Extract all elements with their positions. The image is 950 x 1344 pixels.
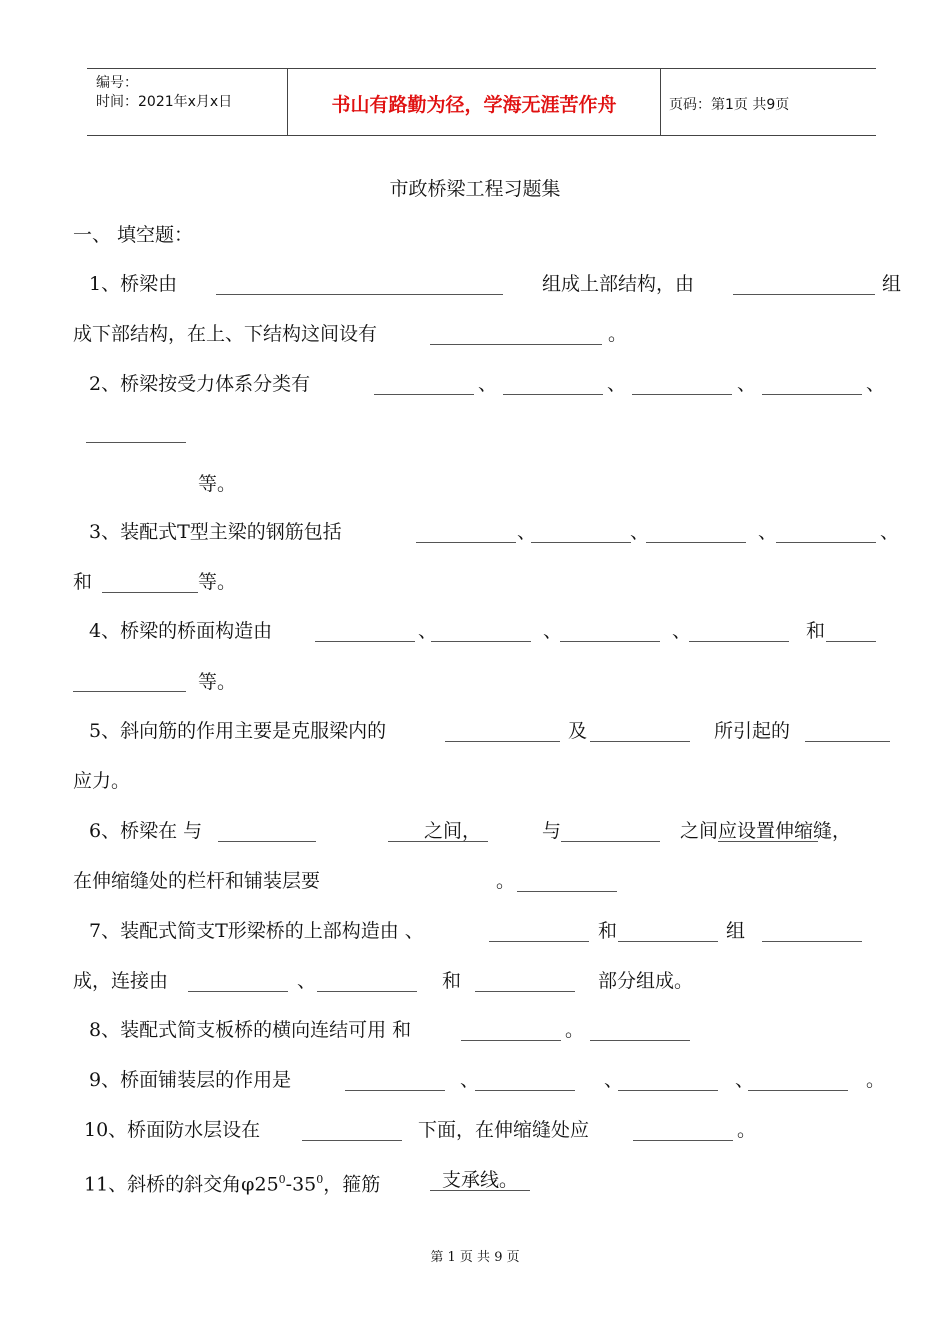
q1-text-c: 组 [882,273,902,295]
q4-sep-3: 、 [672,620,692,642]
q11-text-a: 11、斜桥的斜交角φ25 [84,1173,279,1196]
q7-text-d: 成，连接由 [73,970,169,992]
q7-text-f: 和 [442,970,462,992]
q10-text-c: 。 [737,1119,757,1141]
q3-text-a: 3、装配式T型主梁的钢筋包括 [89,521,342,543]
q11-text-c: ，箍筋 [323,1173,381,1196]
q7-text-g: 部分组成。 [598,970,694,992]
q6-text-d: 之间应设置伸缩缝， [680,820,852,842]
q3-blank-1 [416,542,516,543]
q7-text-a: 7、装配式简支T形梁桥的上部构造由 、 [89,920,424,942]
q9-sep-1: 、 [460,1069,480,1091]
q3-blank-4 [776,542,876,543]
q5-text-a: 5、斜向筋的作用主要是克服梁内的 [89,720,387,742]
q3-text-end: 等。 [198,571,237,593]
q11-text [84,1169,380,1195]
document-title: 市政桥梁工程习题集 [389,178,561,200]
q3-sep-2: 、 [630,521,650,543]
q10-blank-1 [302,1140,402,1141]
q4-blank-1 [315,641,415,642]
q4-blank-2 [431,641,531,642]
q2-sep-1: 、 [478,373,498,395]
q5-blank-2 [590,741,690,742]
q4-text-and: 和 [806,620,826,642]
q4-text-a: 4、桥梁的桥面构造由 [89,620,273,642]
q6-text-c: 与 [542,820,562,842]
q2-sep-2: 、 [607,373,627,395]
q11-degree-2: 0 [316,1173,324,1186]
q2-text-end: 等。 [198,473,237,495]
q9-text-a: 9、桥面铺装层的作用是 [89,1069,292,1091]
q2-blank-5 [86,442,186,443]
q1-blank-1 [216,294,503,295]
q6-text-f: 。 [496,870,516,892]
q7-blank-2 [618,941,718,942]
header-top-rule [87,68,876,69]
header-divider-right [660,69,661,135]
q6-blank-3 [561,841,660,842]
q10-text-a: 10、桥面防水层设在 [84,1119,261,1141]
q1-text-e: 。 [608,323,628,345]
q1-blank-3 [430,344,602,345]
q9-blank-1 [345,1090,445,1091]
page-label: 页码：第1页 共9页 [669,97,790,113]
q2-text-a: 2、桥梁按受力体系分类有 [89,373,311,395]
q5-text-d: 应力。 [73,770,131,792]
header-bottom-rule [87,135,876,136]
q7-blank-5 [317,991,417,992]
q11-text-d: 支承线。 [442,1169,519,1191]
q7-blank-1 [489,941,589,942]
q3-blank-2 [531,542,631,543]
q6-text-e: 在伸缩缝处的栏杆和铺装层要 [73,870,321,892]
q7-blank-3 [762,941,862,942]
q2-blank-1 [374,394,474,395]
q8-text-b: 。 [565,1019,585,1041]
q4-text-end: 等。 [198,671,237,693]
q4-blank-5 [826,641,876,642]
q3-blank-5 [102,592,198,593]
q8-blank-2 [590,1040,690,1041]
q3-blank-3 [646,542,746,543]
q4-blank-6 [73,691,186,692]
q4-sep-1: 、 [418,620,438,642]
q2-blank-4 [762,394,862,395]
q1-blank-2 [733,294,875,295]
q9-sep-3: 、 [735,1069,755,1091]
q3-sep-4: 、 [880,521,900,543]
q5-blank-3 [805,741,890,742]
q9-blank-4 [748,1090,848,1091]
q3-sep-3: 、 [758,521,778,543]
q1-text-a: 1、桥梁由 [89,273,178,295]
q2-blank-3 [632,394,732,395]
q11-degree-1: 0 [278,1173,286,1186]
page-footer: 第 1 页 共 9 页 [430,1250,520,1265]
time-label: 时间：2021年x月x日 [96,94,233,110]
q6-blank-1 [218,841,316,842]
q10-text-b: 下面，在伸缩缝处应 [418,1119,590,1141]
q7-text-e: 、 [297,970,317,992]
q7-blank-6 [475,991,575,992]
q9-blank-2 [475,1090,575,1091]
q8-text-a: 8、装配式简支板桥的横向连结可用 和 [89,1019,412,1041]
q7-text-c: 组 [726,920,746,942]
q6-blank-4 [718,841,818,842]
q2-blank-2 [503,394,603,395]
q3-sep-1: 、 [517,521,537,543]
motto: 书山有路勤为径，学海无涯苦作舟 [331,94,617,116]
q9-blank-3 [618,1090,718,1091]
q1-text-d: 成下部结构，在上、下结构这间设有 [73,323,378,345]
q7-text-b: 和 [598,920,618,942]
q5-text-c: 所引起的 [714,720,791,742]
q6-text-a: 6、桥梁在 与 [89,820,203,842]
q5-text-b: 及 [568,720,588,742]
q10-blank-2 [633,1140,733,1141]
q4-blank-3 [560,641,660,642]
q6-blank-5 [517,891,617,892]
q4-blank-4 [689,641,789,642]
q11-blank-1 [430,1190,530,1191]
q2-sep-4: 、 [866,373,886,395]
q8-blank-1 [461,1040,561,1041]
q5-blank-1 [445,741,560,742]
q9-text-end: 。 [866,1069,886,1091]
q6-text-b: 之间， [424,820,482,842]
section-heading: 一、 填空题： [73,224,194,246]
q7-blank-4 [188,991,288,992]
q11-text-b: -35 [285,1173,317,1196]
serial-label: 编号： [96,75,138,91]
q2-sep-3: 、 [737,373,757,395]
q9-sep-2: 、 [604,1069,624,1091]
q4-sep-2: 、 [543,620,563,642]
q3-text-b: 和 [73,571,93,593]
q1-text-b: 组成上部结构，由 [542,273,695,295]
